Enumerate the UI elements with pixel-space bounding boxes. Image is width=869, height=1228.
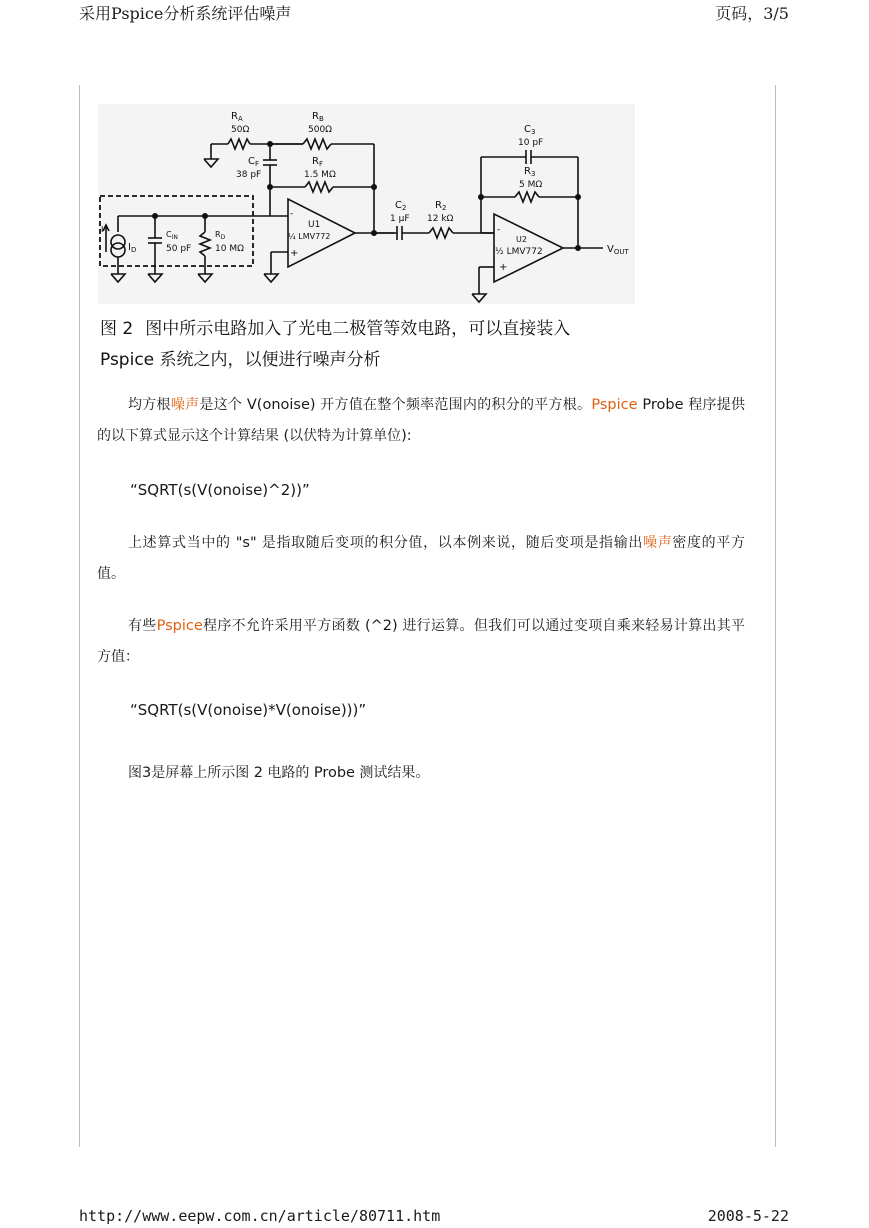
c2-label: $C_2$ bbox=[395, 200, 407, 212]
paragraph-square-function: 有些Pspice程序不允许采用平方函数 (^2) 进行运算。但我们可以通过变项自乘来轻易计算出其平方值： bbox=[97, 618, 746, 665]
formula-square-power: “SQRT(s(V(onoise)^2))” bbox=[130, 481, 310, 499]
rb-value: 500Ω bbox=[308, 125, 333, 135]
cf-value: 38 pF bbox=[236, 170, 262, 180]
rb-label: $R_B$ bbox=[312, 111, 324, 123]
pspice-link[interactable]: Pspice bbox=[156, 618, 203, 634]
c3-value: 10 pF bbox=[518, 138, 544, 148]
rf-label: $R_F$ bbox=[312, 156, 323, 168]
id-label: $I_D$ bbox=[128, 242, 137, 254]
cin-value: 50 pF bbox=[166, 244, 192, 254]
r2-label: $R_2$ bbox=[435, 200, 447, 212]
header-title: 采用Pspice分析系统评估噪声 bbox=[79, 4, 292, 23]
ra-value: 50Ω bbox=[231, 125, 250, 135]
id-arrow-label: I bbox=[101, 225, 104, 234]
r3-label: $R_3$ bbox=[524, 166, 536, 178]
ra-label: $R_A$ bbox=[231, 111, 243, 123]
u1-name: U1 bbox=[308, 220, 321, 230]
formula-self-multiply: “SQRT(s(V(onoise)*V(onoise)))” bbox=[130, 701, 367, 719]
u2-part: ½ LMV772 bbox=[495, 247, 543, 257]
vout-label: $V_{OUT}$ bbox=[607, 244, 629, 256]
footer-date: 2008-5-22 bbox=[707, 1207, 789, 1225]
paragraph-s-explanation: 上述算式当中的 "s" 是指取随后变项的积分值，以本例来说，随后变项是指输出噪声密度的平方值。 bbox=[97, 535, 746, 582]
u1-minus: - bbox=[290, 209, 294, 219]
footer-url: http://www.eepw.com.cn/article/80711.htm bbox=[79, 1207, 441, 1225]
figure-caption bbox=[100, 314, 660, 376]
frame-left-border bbox=[79, 85, 80, 1147]
pspice-link[interactable]: Pspice bbox=[591, 397, 638, 413]
figure-number: 图 2 bbox=[100, 319, 134, 339]
rf-value: 1.5 MΩ bbox=[304, 170, 336, 180]
c2-value: 1 µF bbox=[390, 214, 410, 224]
u2-plus: + bbox=[499, 262, 508, 273]
header-page-number: 页码，3/5 bbox=[715, 4, 789, 23]
r3-value: 5 MΩ bbox=[519, 180, 543, 190]
paragraph-probe-result: 图3是屏幕上所示图 2 电路的 Probe 测试结果。 bbox=[128, 765, 430, 781]
caption-line-2: Pspice 系统之内，以便进行噪声分析 bbox=[100, 350, 381, 370]
u1-plus: + bbox=[290, 248, 299, 259]
noise-link[interactable]: 噪声 bbox=[643, 535, 673, 551]
cin-label: $C_{IN}$ bbox=[166, 230, 178, 241]
circuit-diagram bbox=[98, 104, 635, 304]
cf-label: $C_F$ bbox=[248, 156, 260, 168]
rd-label: $R_D$ bbox=[215, 230, 226, 241]
noise-link[interactable]: 噪声 bbox=[170, 397, 200, 413]
r2-value: 12 kΩ bbox=[427, 214, 454, 224]
paragraph-rms-noise: 均方根噪声是这个 V(onoise) 开方值在整个频率范围内的积分的平方根。Pspice Probe 程序提供的以下算式显示这个计算结果 (以伏特为计算单位): bbox=[97, 397, 746, 444]
u2-minus: - bbox=[497, 225, 501, 235]
u2-name: U2 bbox=[516, 235, 527, 244]
frame-right-border bbox=[775, 85, 776, 1147]
caption-line-1: 图中所示电路加入了光电二极管等效电路，可以直接装入 bbox=[145, 319, 571, 339]
u1-part: ¼ LMV772 bbox=[288, 232, 331, 241]
c3-label: $C_3$ bbox=[524, 124, 536, 136]
rd-value: 10 MΩ bbox=[215, 244, 244, 254]
